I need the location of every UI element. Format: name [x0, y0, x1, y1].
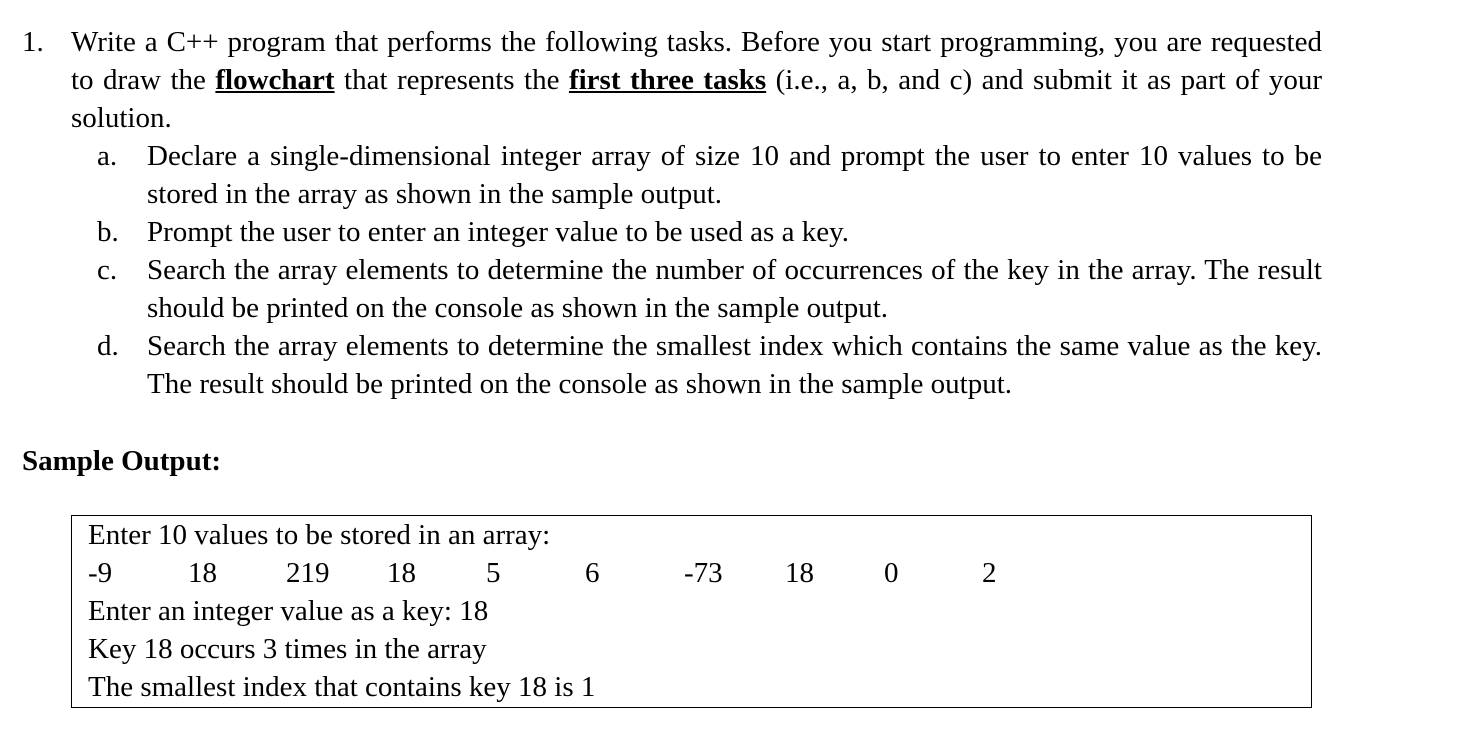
intro-bold-flowchart: flowchart — [215, 64, 335, 96]
output-value: 0 — [884, 557, 899, 589]
question-number: 1. — [22, 26, 44, 58]
task-text-c: Search the array elements to determine the number of occurrences of the key in the array. The result should be printed on the console as shown in the sample output. — [147, 254, 1322, 324]
task-item-a — [22, 137, 1322, 213]
output-value: 6 — [585, 557, 600, 589]
task-label-a: a. — [97, 140, 118, 172]
task-label-c: c. — [97, 254, 118, 286]
output-value: -9 — [88, 557, 113, 589]
intro-part-1: Write a C++ program that performs the following tasks. Before you start programming, you are requested to draw the — [71, 26, 1322, 96]
output-value: 2 — [982, 557, 997, 589]
output-prompt-values: Enter 10 values to be stored in an array: — [88, 519, 551, 551]
output-smallest-index: The smallest index that contains key 18 is 1 — [88, 671, 596, 703]
output-value: 219 — [286, 557, 330, 589]
output-occurrences: Key 18 occurs 3 times in the array — [88, 633, 487, 665]
output-value: -73 — [684, 557, 723, 589]
task-item-c — [22, 251, 1322, 327]
task-text-d: Search the array elements to determine the smallest index which contains the same value as the key. The result should be printed on the console as shown in the sample output. — [147, 330, 1322, 400]
task-text-a: Declare a single-dimensional integer array of size 10 and prompt the user to enter 10 values to be stored in the array as shown in the sample output. — [147, 140, 1322, 210]
output-value: 18 — [188, 557, 217, 589]
output-value: 18 — [785, 557, 814, 589]
output-value: 5 — [486, 557, 501, 589]
task-list — [22, 137, 1322, 403]
question-intro-row — [22, 23, 1322, 137]
sample-output-box — [71, 515, 1312, 708]
intro-bold-first-three-tasks: first three tasks — [568, 64, 767, 96]
task-text-b: Prompt the user to enter an integer value to be used as a key. — [147, 216, 849, 248]
question-intro — [71, 23, 1322, 137]
task-item-d — [22, 327, 1322, 403]
output-value: 18 — [387, 557, 416, 589]
sample-output-heading: Sample Output: — [22, 445, 222, 477]
task-label-d: d. — [97, 330, 119, 362]
task-label-b: b. — [97, 216, 119, 248]
output-prompt-key: Enter an integer value as a key: 18 — [88, 595, 489, 627]
question-1 — [22, 23, 1322, 403]
task-item-b — [22, 213, 1322, 251]
intro-part-3: (i.e., a, b, and c) and submit it as part of your solution. — [71, 64, 1322, 134]
intro-part-2: that represents the — [334, 64, 569, 96]
output-values-row — [88, 554, 1311, 592]
